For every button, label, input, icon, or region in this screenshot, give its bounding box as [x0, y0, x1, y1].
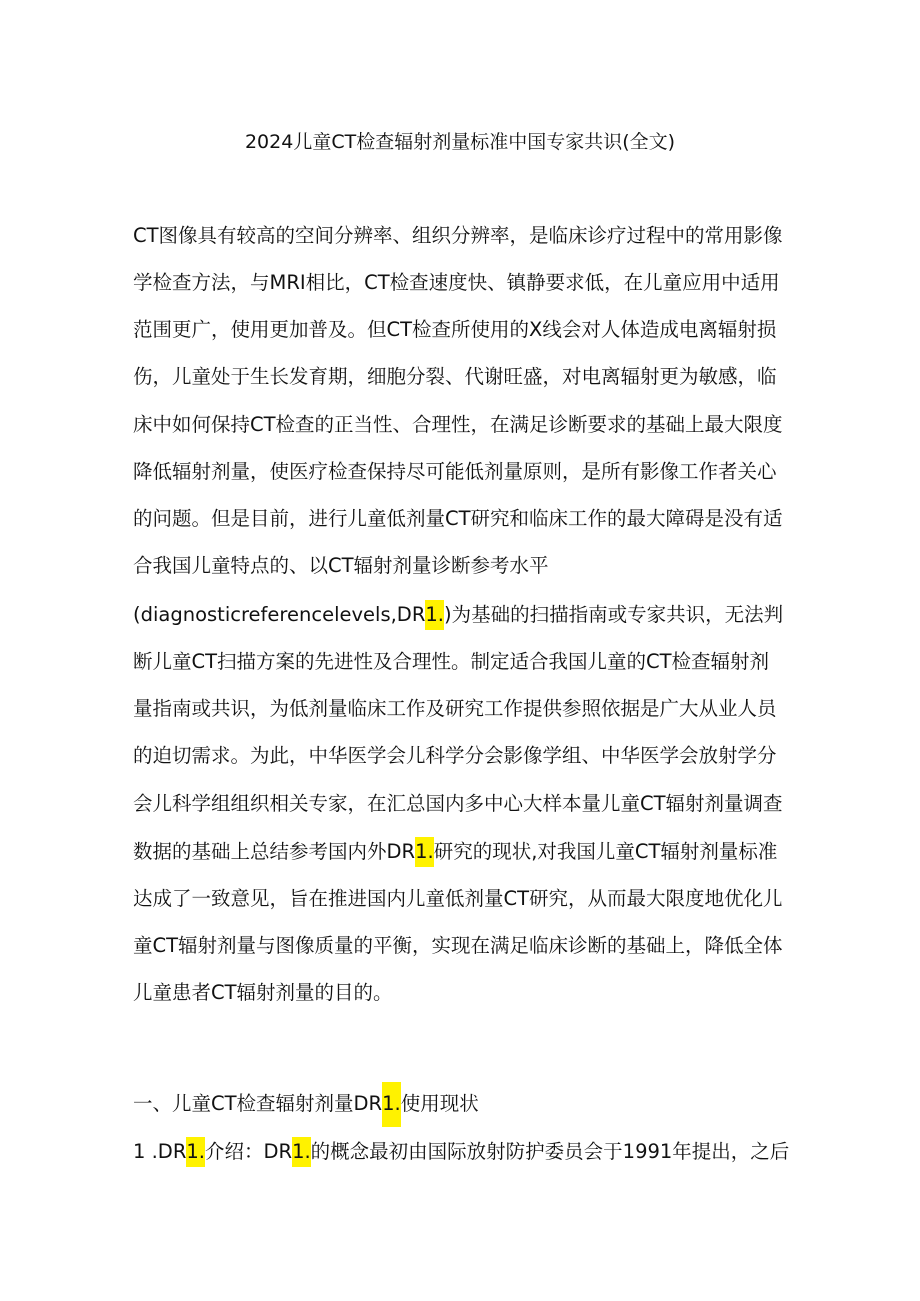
section-heading — [133, 1089, 479, 1119]
paragraph-line: 儿童患者CT辐射剂量的目的。 — [133, 981, 393, 1004]
item-text: 1 .DR — [133, 1140, 187, 1163]
highlighted-text: 1. — [425, 600, 444, 630]
paragraph-line: 童CT辐射剂量与图像质量的平衡，实现在满足临床诊断的基础上，降低全体 — [133, 934, 783, 957]
paragraph-line: 床中如何保持CT检查的正当性、合理性，在满足诊断要求的基础上最大限度 — [133, 413, 783, 436]
paragraph-line: 范围更广，使用更加普及。但CT检查所使用的X线会对人体造成电离辐射损 — [133, 318, 777, 341]
paragraph-line: 伤，儿童处于生长发育期，细胞分裂、代谢旺盛，对电离辐射更为敏感，临 — [133, 365, 777, 388]
highlighted-text: 1. — [292, 1137, 311, 1167]
heading-text: 一、儿童CT检查辐射剂量DR — [133, 1092, 383, 1115]
list-item — [133, 1137, 798, 1167]
paragraph-line: 的迫切需求。为此，中华医学会儿科学分会影像学组、中华医学会放射学分 — [133, 744, 777, 767]
item-text: 的概念最初由国际放射防护委员会于1991年提出，之后 — [310, 1140, 790, 1163]
highlighted-text: 1. — [415, 837, 434, 867]
paragraph-line — [133, 600, 798, 630]
paragraph-line: 合我国儿童特点的、以CT辐射剂量诊断参考水平 — [133, 554, 549, 577]
paragraph-line: 降低辐射剂量，使医疗检查保持尽可能低剂量原则，是所有影像工作者关心 — [133, 460, 777, 483]
line-text: 数据的基础上总结参考国内外DR — [133, 840, 416, 863]
paragraph-line: 的问题。但是目前，进行儿童低剂量CT研究和临床工作的最大障碍是没有适 — [133, 507, 783, 530]
item-text: 介绍：DR — [204, 1140, 293, 1163]
paragraph-line: 学检查方法，与MRI相比，CT检查速度快、镇静要求低，在儿童应用中适用 — [133, 271, 780, 294]
paragraph-line: 达成了一致意见，旨在推进国内儿童低剂量CT研究，从而最大限度地优化儿 — [133, 887, 783, 910]
document-title: 2024儿童CT检查辐射剂量标准中国专家共识(全文) — [244, 131, 676, 153]
highlighted-text: 1. — [186, 1137, 205, 1167]
highlighted-text: 1. — [382, 1082, 401, 1127]
paragraph-line: CT图像具有较高的空间分辨率、组织分辨率，是临床诊疗过程中的常用影像 — [133, 224, 783, 247]
paragraph-line: 会儿科学组组织相关专家，在汇总国内多中心大样本量儿童CT辐射剂量调查 — [133, 792, 783, 815]
line-text: (diagnosticreferencelevels,DR — [133, 603, 426, 626]
paragraph-line: 量指南或共识，为低剂量临床工作及研究工作提供参照依据是广大从业人员 — [133, 697, 777, 720]
heading-text: 使用现状 — [400, 1092, 479, 1115]
line-text: 研究的现状,对我国儿童CT辐射剂量标准 — [433, 840, 778, 863]
line-text: )为基础的扫描指南或专家共识，无法判 — [443, 603, 784, 626]
paragraph-line: 断儿童CT扫描方案的先进性及合理性。制定适合我国儿童的CT检查辐射剂 — [133, 650, 770, 673]
paragraph-line — [133, 837, 798, 867]
